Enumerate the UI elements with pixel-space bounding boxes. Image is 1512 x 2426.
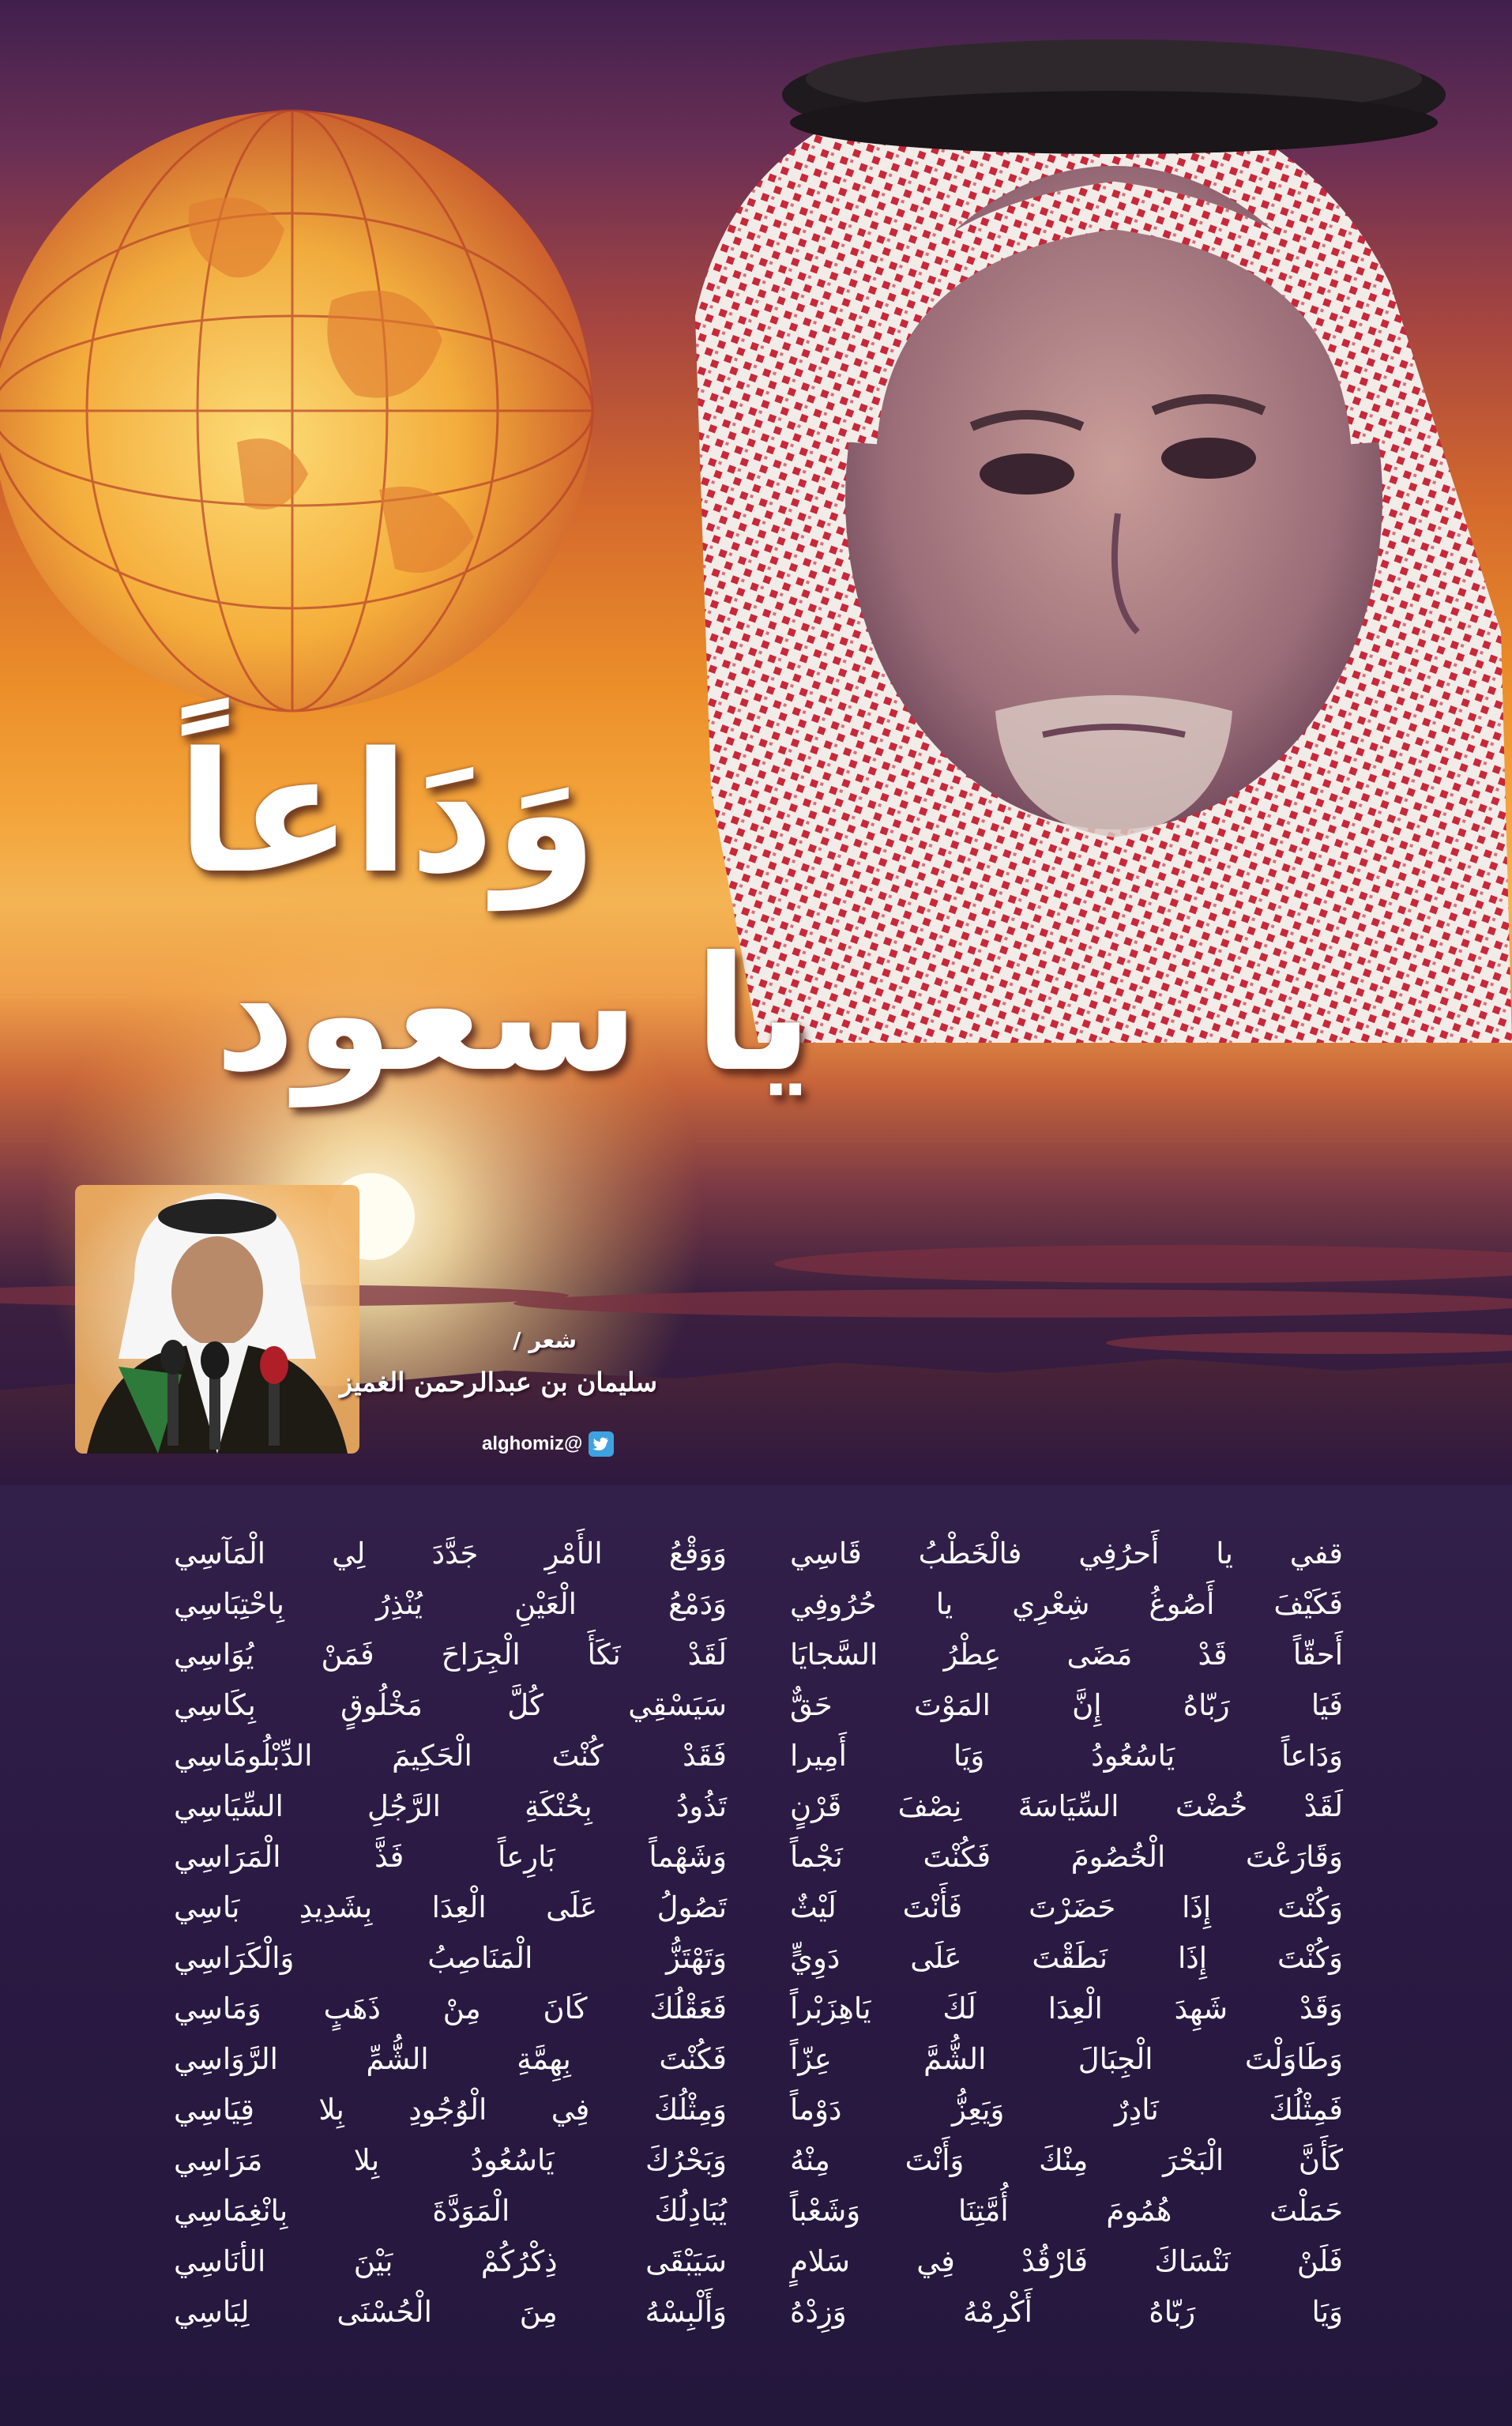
verse-line: وَقَارَعْتَ الْخُصُومَ فَكُنْتَ نَجْماً [790, 1840, 1343, 1874]
verse-line: فَيَا رَبّاهُ إِنَّ المَوْتَ حَقٌّ [790, 1688, 1343, 1722]
portrait-main [695, 39, 1512, 1043]
verse-line: تَصُولُ عَلَى الْعِدَا بِشَدِيدِ بَاسِي [174, 1890, 727, 1924]
verse-line: قفي يا أَحرُفِي فالْخَطْبُ قَاسِي [790, 1536, 1343, 1570]
verse-line: وَدَمْعُ الْعَيْنِ يُنْذِرُ بِاحْتِبَاسِي [174, 1587, 727, 1621]
headline-ya-saud: يا سعود [214, 923, 813, 1107]
poet-photo [75, 1185, 359, 1454]
verse-line: سَيَبْقَى ذِكْرُكُمْ بَيْنَ الأنَاسِي [174, 2244, 727, 2278]
verse-line: فَكَيْفَ أَصُوغُ شِعْرِي يا حُرُوفِي [790, 1587, 1343, 1621]
verse-line: وَيَا رَبّاهُ أَكْرِمْهُ وَزِدْهُ [790, 2295, 1343, 2329]
twitter-credit[interactable] [482, 1428, 614, 1460]
verse-line: فَقَدْ كُنْتَ الْحَكِيمَ الدِّبْلُومَاسِي [174, 1739, 727, 1773]
verse-line: فَلَنْ نَنْسَاكَ فَارْقُدْ فِي سَلامٍ [790, 2244, 1343, 2278]
verse-line: حَمَلْتَ هُمُومَ أُمَّتِنَا وَشَعْباً [790, 2194, 1343, 2228]
verse-line: وَوَقْعُ الأَمْرِ جَدَّدَ لِي الْمَآسِي [174, 1536, 727, 1570]
twitter-icon[interactable] [589, 1431, 614, 1457]
verse-line: فَمِثْلُكَ نَادِرٌ وَيَعِزُّ دَوْماً [790, 2093, 1343, 2127]
verse-line: وَبَحْرُكَ يَاسُعُودُ بِلا مَرَاسِي [174, 2143, 727, 2177]
verse-line: وَكُنْتَ إِذَا حَضَرْتَ فَأَنْتَ لَيْثٌ [790, 1890, 1343, 1924]
verse-line: وَأَلْبِسْهُ مِنَ الْحُسْنَى لِبَاسِي [174, 2295, 727, 2329]
poet-name: سليمان بن عبدالرحمن الغميز [340, 1367, 658, 1397]
verse-line: أَحقّاً قَدْ مَضَى عِطْرُ السَّجايَا [790, 1638, 1343, 1672]
twitter-handle[interactable]: alghomiz@ [482, 1433, 583, 1454]
verse-line: وَطَاوَلْتَ الْجِبَالَ الشُّمَّ عِزّاً [790, 2042, 1343, 2076]
credit-label: شعر / [513, 1327, 577, 1353]
poem-column-right [790, 1529, 1343, 2338]
globe-graphic [0, 111, 592, 711]
verse-line: فَكُنْتَ بِهِمَّةِ الشُّمِّ الرَّوَاسِي [174, 2042, 727, 2076]
verse-line: لَقَدْ خُضْتَ السِّيَاسَةَ نِصْفَ قَرْنٍ [790, 1789, 1343, 1823]
verse-line: كَأَنَّ الْبَحْرَ مِنْكَ وَأَنْتَ مِنْهُ [790, 2143, 1343, 2177]
verse-line: سَيَسْقِي كُلَّ مَخْلُوقٍ بِكَاسِي [174, 1688, 727, 1722]
verse-line: تَذُودُ بِحُنْكَةِ الرَّجُلِ السِّيَاسِي [174, 1789, 727, 1823]
verse-line: وَمِثْلُكَ فِي الْوُجُودِ بِلا قِيَاسِي [174, 2093, 727, 2127]
verse-line: فَعَقْلُكَ كَانَ مِنْ ذَهَبٍ وَمَاسِي [174, 1992, 727, 2025]
verse-line: وَكُنْتَ إِذَا نَطَقْتَ عَلَى دَوِيٍّ [790, 1941, 1343, 1975]
poem-column-left [174, 1529, 727, 2338]
verse-line: وَشَهْماً بَارِعاً فَذَّ الْمَرَاسِي [174, 1840, 727, 1874]
headline-farewell: وَدَاعاً [176, 717, 598, 910]
verse-line: يُبَادِلُكَ الْمَوَدَّةَ بِانْغِمَاسِي [174, 2194, 727, 2228]
verse-line: وَدَاعاً يَاسُعُودُ وَيَا أَمِيرا [790, 1739, 1343, 1773]
verse-line: وَقَدْ شَهِدَ الْعِدَا لَكَ يَاهِزَبْراً [790, 1992, 1343, 2025]
verse-line: لَقَدْ نَكَأَ الْجِرَاحَ فَمَنْ يُوَاسِي [174, 1638, 727, 1672]
verse-line: وَتَهْتَزُّ الْمَنَاصِبُ وَالْكَرَاسِي [174, 1941, 727, 1975]
